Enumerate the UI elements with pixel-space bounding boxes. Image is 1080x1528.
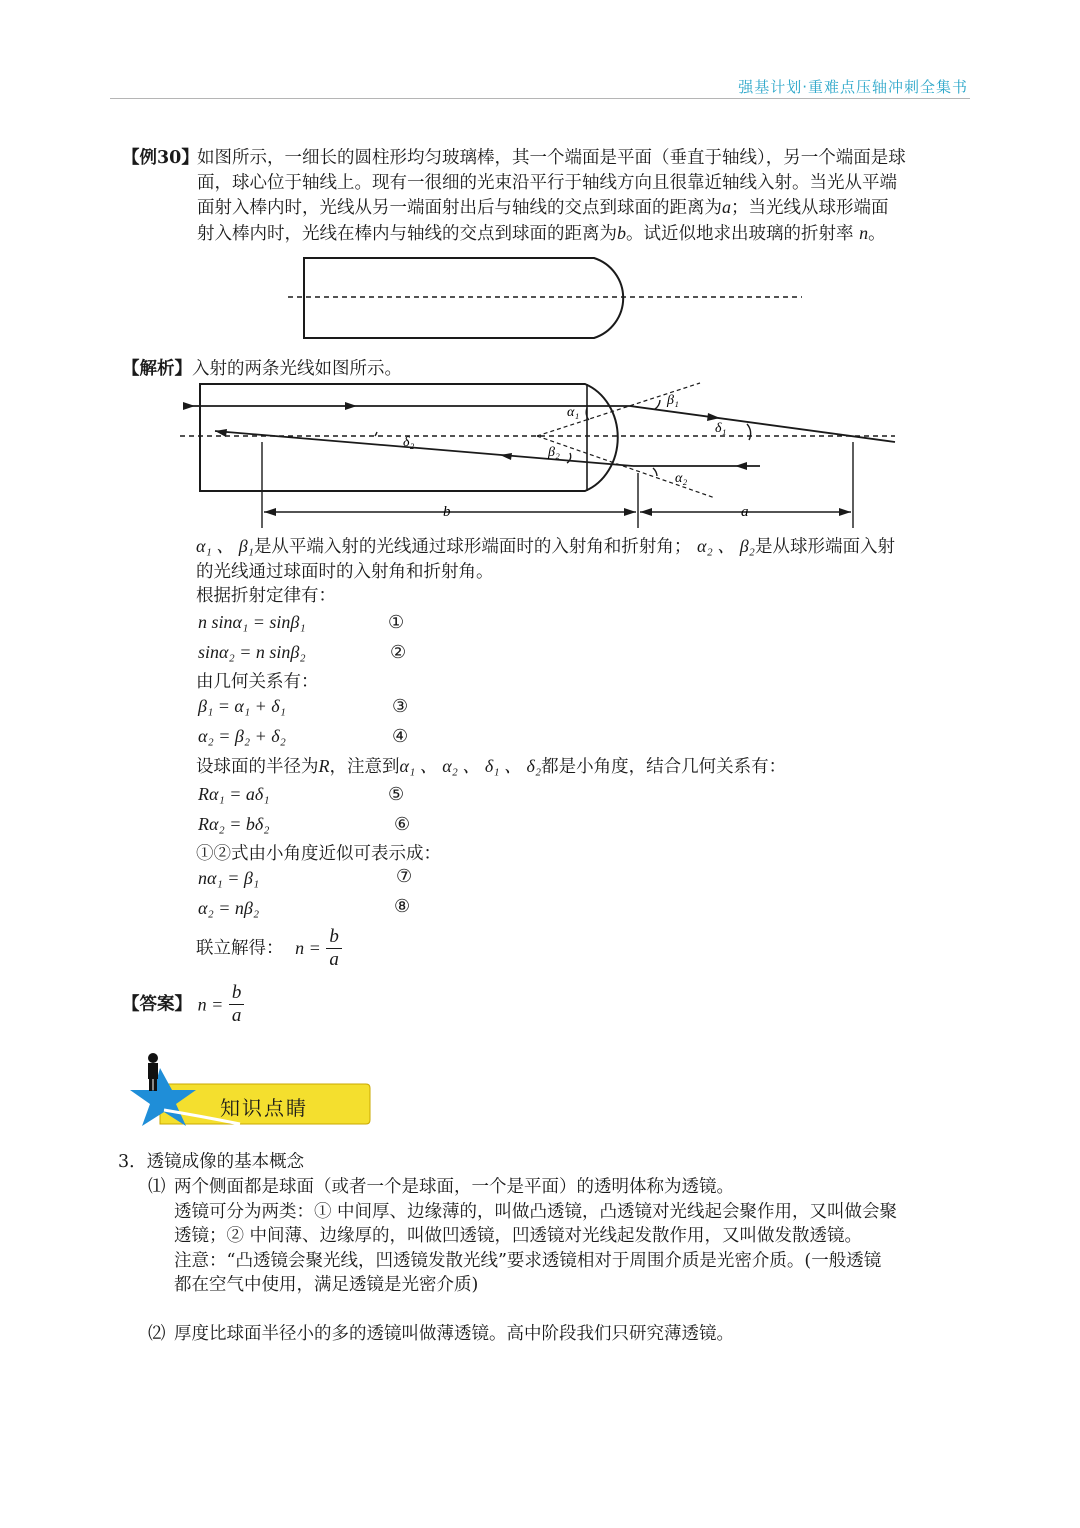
ray2-normal: [537, 436, 715, 498]
equation-3-number: ③: [392, 696, 409, 717]
label-delta1: δ₁: [715, 421, 727, 436]
item-1-line-1: 两个侧面都是球面（或者一个是球面，一个是平面）的透明体称为透镜。: [174, 1177, 734, 1197]
angles-description-2: 的光线通过球面时的入射角和折射角。: [196, 561, 494, 582]
analysis-tag: 【解析】: [122, 359, 192, 379]
equation-4-number: ④: [392, 726, 409, 747]
label-beta2: β₂: [548, 445, 560, 460]
geometry-intro: 由几何关系有：: [196, 672, 319, 692]
equation-7: nα₁ = β₁: [198, 868, 260, 888]
label-beta1: β₁: [667, 393, 679, 408]
equation-5-number: ⑤: [388, 784, 405, 805]
rod-outline: [304, 258, 623, 338]
equation-2-number: ②: [390, 642, 407, 663]
equation-8-number: ⑧: [394, 896, 411, 917]
angles-description-1: α₁ 、 β₁是从平端入射的光线通过球形端面时的入射角和折射角； α₂ 、 β₂是从球形端面入射: [196, 536, 895, 557]
example-line-4: 射入棒内时，光线在棒内与轴线的交点到球面的距离为b。试近似地求出玻璃的折射率 n。: [197, 222, 886, 244]
equation-4: α₂ = β₂ + δ₂: [198, 726, 286, 746]
glass-rod-figure: [280, 250, 810, 345]
equation-1: n sinα₁ = sinβ₁: [198, 612, 306, 632]
approx-intro: ①②式由小角度近似可表示成：: [196, 844, 441, 864]
radius-intro: 设球面的半径为R，注意到α₁ 、 α₂ 、 δ₁ 、 δ₂都是小角度，结合几何关系有：: [196, 756, 787, 777]
ray1-arrow-3: [707, 413, 720, 421]
item-2-marker: ⑵: [148, 1324, 166, 1344]
ray2-arrow-2: [500, 453, 512, 460]
ray1-arrow-1: [183, 402, 195, 410]
ray1-arrow-2: [345, 402, 357, 410]
answer-fraction: $\frac{b}{a}$: [229, 982, 245, 1027]
equation-1-number: ①: [388, 612, 405, 633]
label-alpha2: α₂: [675, 471, 688, 486]
section-title: 3．透镜成像的基本概念: [118, 1152, 305, 1172]
ray-diagram: [175, 378, 905, 528]
analysis-body: [196, 534, 976, 609]
equation-2: sinα₂ = n sinβ₂: [198, 642, 306, 662]
item-1-line-5: 都在空气中使用，满足透镜是光密介质): [174, 1275, 479, 1295]
label-delta2: δ₂: [403, 435, 415, 450]
ray1-normal: [537, 383, 700, 436]
label-a: a: [741, 504, 749, 520]
item-1-line-4: 注意：“凸透镜会聚光线，凹透镜发散光线”要求透镜相对于周围介质是光密介质。(一般透镜: [174, 1250, 882, 1271]
person-icon: [148, 1053, 158, 1091]
item-1-line-3: 透镜；② 中间薄、边缘厚的，叫做凹透镜，凹透镜对光线起发散作用，又叫做发散透镜。: [174, 1226, 863, 1246]
refraction-law-intro: 根据折射定律有：: [196, 586, 336, 606]
equation-6: Rα₂ = bδ₂: [198, 814, 270, 834]
header-divider: [110, 98, 970, 99]
knowledge-banner-label: 知识点睛: [220, 1096, 308, 1120]
label-b: b: [443, 504, 451, 520]
equation-6-number: ⑥: [394, 814, 411, 835]
analysis-intro-text: 入射的两条光线如图所示。: [192, 359, 402, 379]
solution-fraction: $\frac{b}{a}$: [326, 926, 342, 971]
equation-3: β₁ = α₁ + δ₁: [198, 696, 286, 716]
answer-line: 【答案】 n = $\frac{b}{a}$: [122, 982, 244, 1027]
example-line-2: 面，球心位于轴线上。现有一很细的光束沿平行于轴线方向且很靠近轴线入射。当光从平端: [197, 172, 897, 193]
solution-line: 联立解得： n = $\frac{b}{a}$: [196, 926, 342, 971]
item-1-line-2: 透镜可分为两类：① 中间厚、边缘薄的，叫做凸透镜，凸透镜对光线起会聚作用，又叫做会聚: [174, 1201, 898, 1222]
equation-5: Rα₁ = aδ₁: [198, 784, 270, 804]
equation-7-number: ⑦: [396, 866, 413, 887]
example-line-1: 如图所示，一细长的圆柱形均匀玻璃棒，其一个端面是平面（垂直于轴线），另一个端面是球: [197, 148, 906, 168]
item-2-line-1: 厚度比球面半径小的多的透镜叫做薄透镜。高中阶段我们只研究薄透镜。: [174, 1324, 734, 1344]
label-alpha1: α₁: [567, 405, 580, 420]
example-tag: 【例30】: [122, 148, 199, 168]
equation-8: α₂ = nβ₂: [198, 898, 260, 918]
item-1-marker: ⑴: [148, 1177, 166, 1197]
answer-tag: 【答案】: [122, 994, 192, 1015]
example-line-3: 面射入棒内时，光线从另一端面射出后与轴线的交点到球面的距离为a；当光线从球形端面: [197, 197, 889, 218]
ray2-arrow-1: [735, 462, 747, 470]
running-header: 强基计划·重难点压轴冲刺全集书: [738, 78, 968, 96]
